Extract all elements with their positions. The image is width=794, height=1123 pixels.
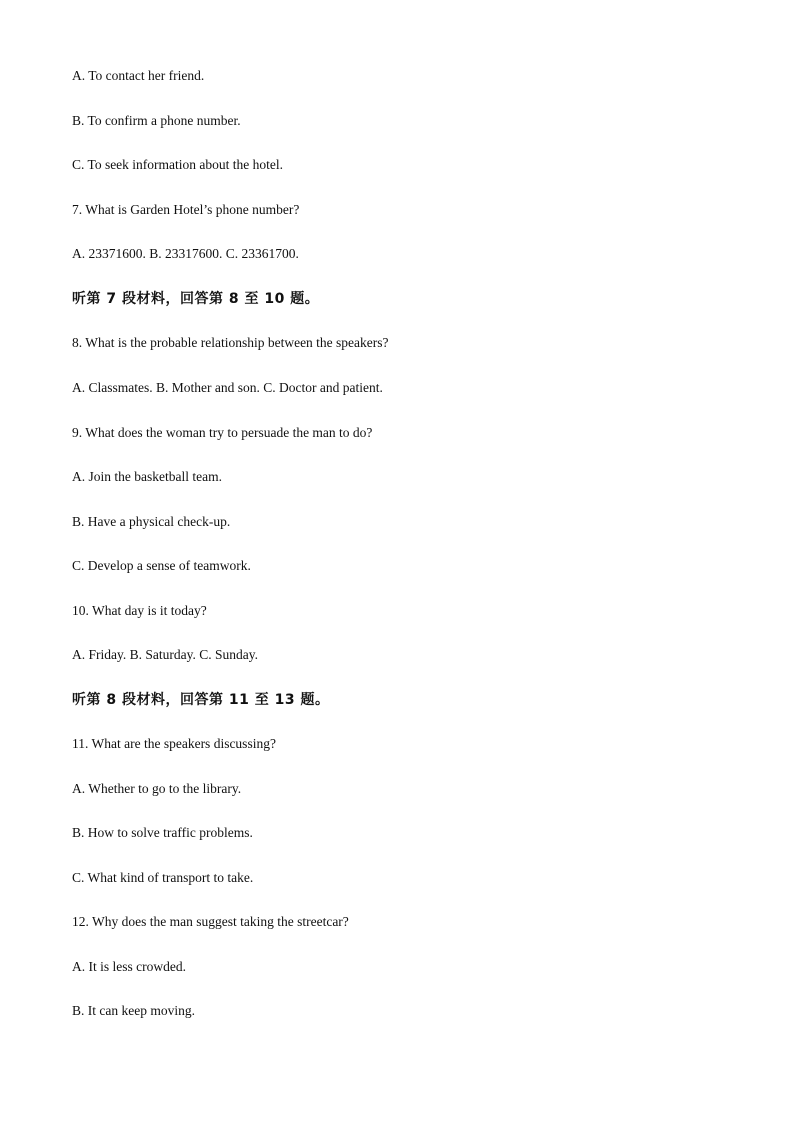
question-12: 12. Why does the man suggest taking the streetcar? [72, 914, 349, 929]
section-heading-7: 听第 7 段材料，回答第 8 至 10 题。 [72, 291, 320, 307]
question-8: 8. What is the probable relationship between the speakers? [72, 335, 389, 350]
question-7: 7. What is Garden Hotel’s phone number? [72, 202, 300, 217]
option-9b: B. Have a physical check-up. [72, 514, 231, 529]
option-11a: A. Whether to go to the library. [72, 781, 242, 796]
option-11c: C. What kind of transport to take. [72, 870, 254, 885]
options-10: A. Friday. B. Saturday. C. Sunday. [72, 647, 258, 662]
option-9a: A. Join the basketball team. [72, 469, 222, 484]
option-6b: B. To confirm a phone number. [72, 113, 241, 128]
options-7: A. 23371600. B. 23317600. C. 23361700. [72, 246, 299, 261]
question-11: 11. What are the speakers discussing? [72, 736, 276, 751]
question-9: 9. What does the woman try to persuade the man to do? [72, 425, 373, 440]
section-heading-8: 听第 8 段材料，回答第 11 至 13 题。 [72, 692, 330, 708]
option-9c: C. Develop a sense of teamwork. [72, 558, 251, 573]
option-6c: C. To seek information about the hotel. [72, 157, 284, 172]
option-12b: B. It can keep moving. [72, 1003, 195, 1018]
option-12a: A. It is less crowded. [72, 959, 186, 974]
question-10: 10. What day is it today? [72, 603, 207, 618]
options-8: A. Classmates. B. Mother and son. C. Doctor and patient. [72, 380, 383, 395]
option-11b: B. How to solve traffic problems. [72, 825, 253, 840]
option-6a: A. To contact her friend. [72, 68, 205, 83]
